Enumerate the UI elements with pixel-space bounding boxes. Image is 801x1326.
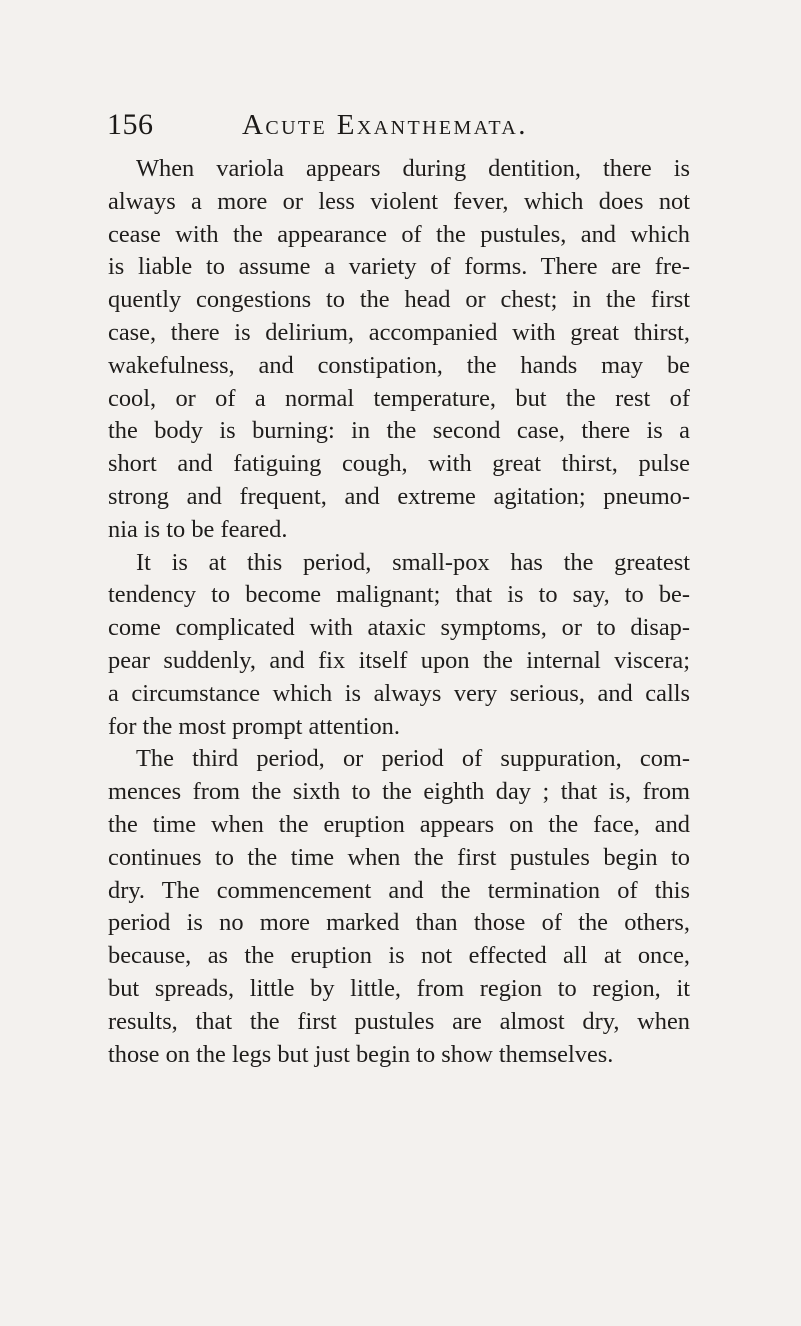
text-line: always a more or less violent fever, which does not	[108, 187, 690, 215]
text-line: the body is burning: in the second case, there is a	[108, 417, 690, 445]
text-line: results, that the first pustules are almost dry, when	[108, 1007, 690, 1035]
page-number: 156	[107, 108, 154, 141]
text-line: It is at this period, small-pox has the greatest	[136, 548, 690, 576]
text-line: cease with the appearance of the pustules, and which	[108, 220, 690, 248]
text-line: When variola appears during dentition, there is	[136, 155, 690, 182]
text-line: because, as the eruption is not effected all at once,	[108, 942, 690, 970]
text-line: wakefulness, and constipation, the hands may be	[108, 351, 690, 379]
text-line: come complicated with ataxic symptoms, or to disap-	[108, 614, 690, 642]
text-line: mences from the sixth to the eighth day ; that is, from	[108, 778, 690, 806]
running-title: Acute Exanthemata.	[242, 109, 528, 141]
text-line: strong and frequent, and extreme agitation; pneumo-	[108, 482, 690, 510]
text-line: dry. The commencement and the termination of this	[108, 876, 690, 904]
text-line: the time when the eruption appears on the face, and	[108, 810, 690, 838]
text-line: short and fatiguing cough, with great thirst, pulse	[108, 450, 690, 478]
text-line: period is no more marked than those of the others,	[108, 909, 690, 937]
text-line: those on the legs but just begin to show themselves.	[108, 1040, 614, 1068]
text-line: for the most prompt attention.	[108, 712, 400, 740]
text-line: The third period, or period of suppuration, com-	[136, 745, 690, 773]
page-header	[107, 108, 707, 144]
text-line: a circumstance which is always very serious, and calls	[108, 679, 690, 707]
text-line: nia is to be feared.	[108, 515, 288, 543]
text-line: continues to the time when the first pustules begin to	[108, 843, 690, 871]
text-line: case, there is delirium, accompanied with great thirst,	[108, 318, 690, 346]
text-line: tendency to become malignant; that is to say, to be-	[108, 581, 690, 609]
text-line: cool, or of a normal temperature, but the rest of	[108, 384, 690, 412]
body-text	[108, 153, 690, 1071]
text-line: pear suddenly, and fix itself upon the internal viscera;	[108, 646, 690, 674]
text-line: but spreads, little by little, from region to region, it	[108, 974, 690, 1002]
text-line: quently congestions to the head or chest; in the first	[108, 286, 690, 314]
text-line: is liable to assume a variety of forms. There are fre-	[108, 253, 690, 281]
